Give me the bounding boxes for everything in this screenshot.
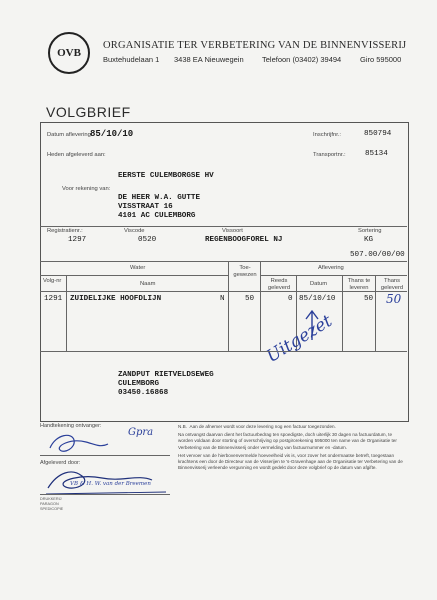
datum-aflevering-label: Datum aflevering: bbox=[47, 132, 93, 138]
nb-label: N.B. bbox=[178, 424, 187, 429]
ovb-logo: OVB bbox=[48, 32, 90, 74]
row-code: N bbox=[220, 295, 225, 303]
recipient-name: EERSTE CULEMBORGSE HV bbox=[118, 172, 214, 180]
transportnr-label: Transportnr.: bbox=[313, 152, 346, 158]
deliverer-stamp: VB & H. W. van der Breemen bbox=[70, 481, 151, 487]
divider bbox=[40, 351, 407, 352]
voor-rekening-label: Voor rekening van: bbox=[62, 186, 111, 192]
toegewezen-header: Toe-gewezen bbox=[233, 265, 257, 278]
divider bbox=[375, 275, 376, 351]
street-address: Buxtehudelaan 1 bbox=[103, 55, 160, 64]
sortering-value: KG bbox=[364, 236, 374, 244]
afgeleverd-door-label: Afgeleverd door: bbox=[40, 460, 81, 466]
document-title: VOLGBRIEF bbox=[46, 104, 131, 120]
divider bbox=[260, 275, 407, 276]
row-naam: ZUIDELIJKE HOOFDLIJN bbox=[70, 295, 162, 303]
transportnr-value: 85134 bbox=[365, 150, 388, 158]
account-city: 4101 AC CULEMBORG bbox=[118, 212, 196, 220]
delivery-form bbox=[40, 122, 409, 422]
handwritten-uitgezet: Uitgezet bbox=[263, 311, 336, 367]
receiver-signature-name: Gpra bbox=[128, 427, 154, 438]
thans-te-leveren-header: Thans te leveren bbox=[347, 278, 371, 291]
handtekening-ontvanger-label: Handtekening ontvanger: bbox=[40, 423, 102, 429]
naam-header: Naam bbox=[140, 281, 156, 287]
vissoort-label: Vissoort bbox=[222, 228, 243, 234]
viscode-value: 0520 bbox=[138, 236, 157, 244]
row-reeds-geleverd: 0 bbox=[288, 295, 293, 303]
deliverer-signature-icon bbox=[42, 462, 172, 498]
account-street: VISSTRAAT 16 bbox=[118, 203, 173, 211]
notes-block bbox=[178, 424, 408, 473]
sortering-label: Sortering bbox=[358, 228, 382, 234]
divider bbox=[228, 261, 229, 351]
divider bbox=[40, 275, 228, 276]
volgnr-header: Volg-nr bbox=[43, 278, 62, 284]
registratienr-label: Registratienr.: bbox=[47, 228, 83, 234]
datum-header: Datum bbox=[310, 281, 328, 287]
signature-line bbox=[40, 494, 170, 495]
row-datum: 85/10/10 bbox=[299, 295, 336, 303]
row-thans-te-leveren: 50 bbox=[364, 295, 374, 303]
registratienr-value: 1297 bbox=[68, 236, 87, 244]
aflevering-header: Aflevering bbox=[318, 265, 344, 271]
heden-afgeleverd-label: Heden afgeleverd aan: bbox=[47, 152, 106, 158]
note-transport: Het vervoer van de hierbovenvermelde hoeveelheid vis is, voor zover het ondermaatse betreft, toegestaan krachtens een door de Directeur van de Visserijen te 's-Gravenhage aan de Organisatie ter Verbetering van de Binnenvisserij verleende vergunning en wordt gedekt door deze volgbrief op de datum van afgifte. bbox=[178, 452, 403, 471]
divider bbox=[66, 275, 67, 351]
pickup-location: ZANDPUT RIETVELDSEWEG bbox=[118, 371, 214, 379]
amount-value: 507.00/00/00 bbox=[350, 251, 405, 259]
inschrijfnr-value: 850794 bbox=[364, 130, 392, 138]
inschrijfnr-label: Inschrijfnr.: bbox=[313, 132, 342, 138]
vissoort-value: REGENBOOGFOREL NJ bbox=[205, 236, 283, 244]
signature-line bbox=[40, 455, 170, 456]
water-header: Water bbox=[130, 265, 146, 271]
note-payment: Na ontvangst daarvan dient het factuurbedrag ten spoedigste, doch uiterlijk 30 dagen na factuurdatum, te worden voldaan door storting of overschrijving op postgirorekening 595000 ten name van de Organisatie ter Verbetering van de Binnenvisserij onder vermelding van factuurnummer en -datum. bbox=[178, 431, 397, 450]
datum-aflevering-value: 85/10/10 bbox=[90, 129, 134, 139]
viscode-label: Viscode bbox=[124, 228, 145, 234]
postcode-city: 3438 EA Nieuwegein bbox=[174, 55, 244, 64]
giro-number: Giro 595000 bbox=[360, 55, 402, 64]
thans-geleverd-header: Thans geleverd bbox=[380, 278, 404, 291]
row-toegewezen: 50 bbox=[245, 295, 255, 303]
pickup-phone: 03450.16868 bbox=[118, 389, 169, 397]
divider bbox=[342, 275, 343, 351]
divider bbox=[40, 226, 407, 227]
account-name: DE HEER W.A. GUTTE bbox=[118, 194, 201, 202]
divider bbox=[40, 261, 407, 262]
pickup-city: CULEMBORG bbox=[118, 380, 160, 388]
divider bbox=[260, 261, 261, 351]
phone-number: Telefoon (03402) 39494 bbox=[262, 55, 342, 64]
organisation-name: ORGANISATIE TER VERBETERING VAN DE BINNENVISSERIJ bbox=[103, 40, 407, 51]
note-invoice: Aan de afnemer wordt voor deze levering nog een factuur toegezonden. bbox=[189, 424, 336, 429]
printer-footer: DRUKKERIJ PARAGON SPEDICOPIE bbox=[40, 497, 64, 511]
reeds-geleverd-header: Reeds geleverd bbox=[267, 278, 291, 291]
row-thans-geleverd: 50 bbox=[386, 292, 402, 306]
row-volgnr: 1291 bbox=[44, 295, 63, 303]
